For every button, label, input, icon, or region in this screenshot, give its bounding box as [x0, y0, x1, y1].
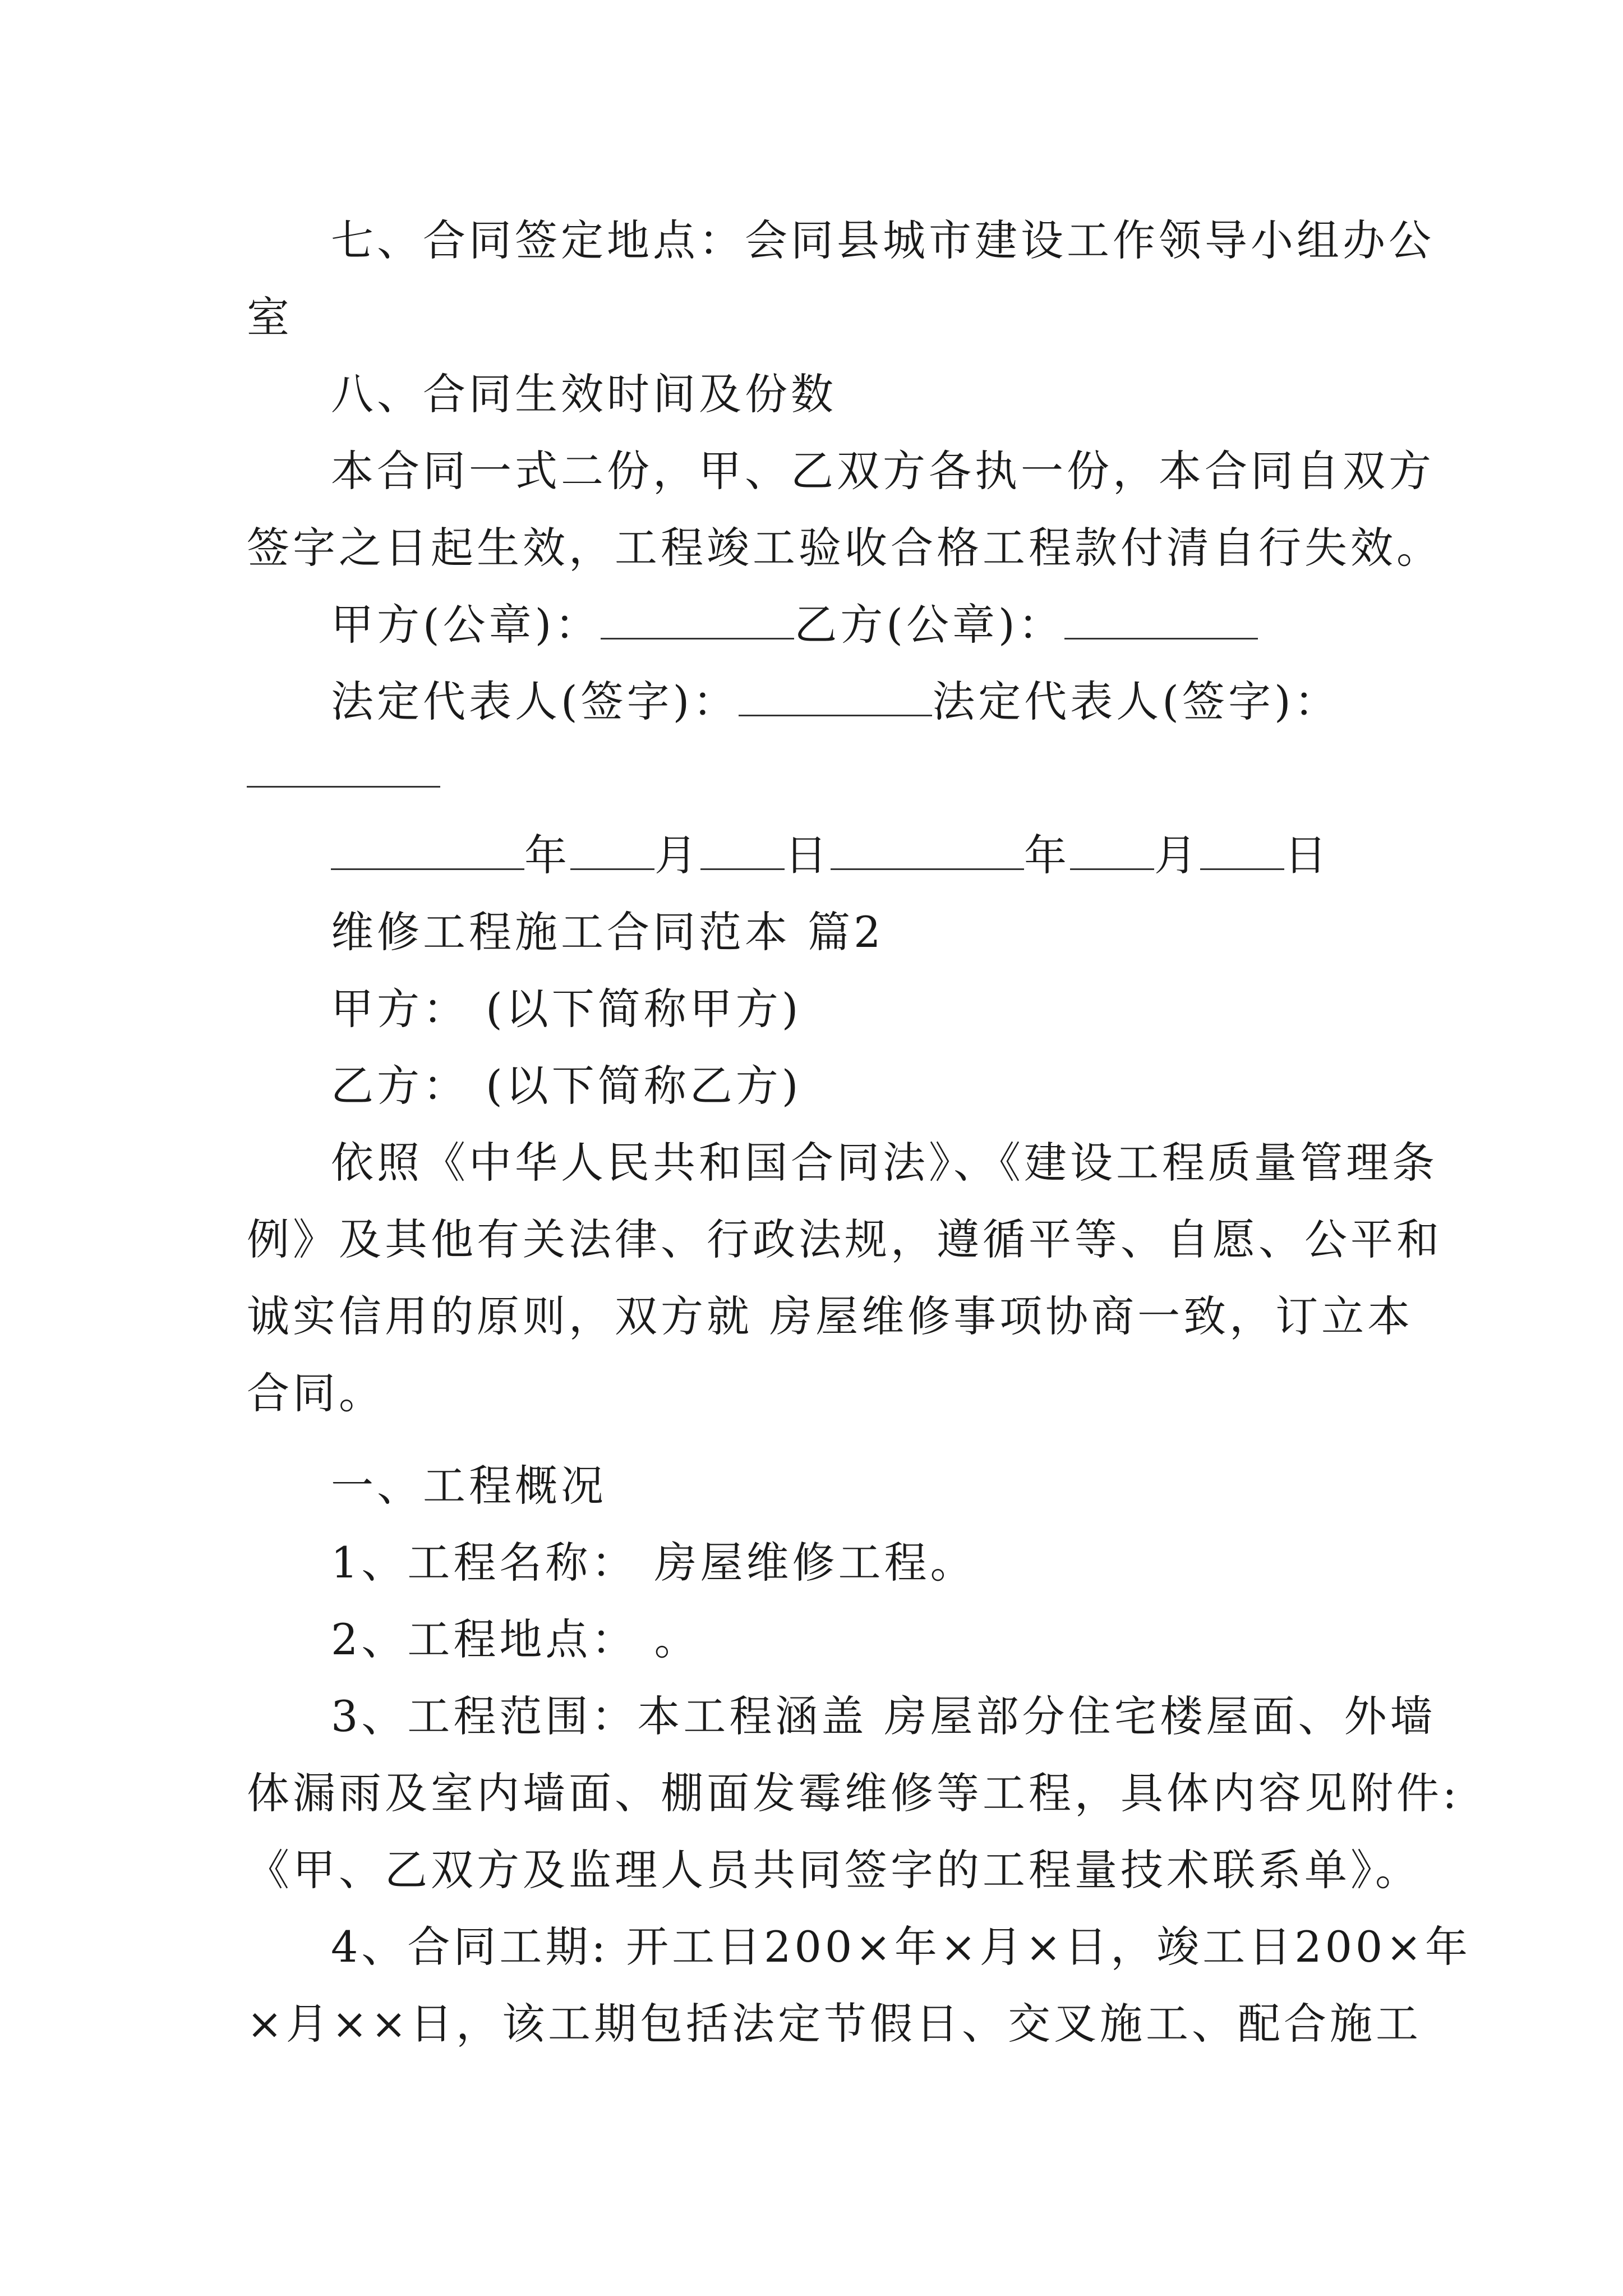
party-b-rep-label: 法定代表人(签字)： [932, 677, 1340, 726]
item-duration-line-1: 4、合同工期: 开工日200×年×月×日，竣工日200×年 [331, 1922, 1471, 1972]
date-a-year-blank [331, 834, 524, 870]
item-project-name: 1、工程名称： 房屋维修工程。 [331, 1538, 976, 1588]
date-b-day-label: 日 [1284, 830, 1330, 880]
party-a-rep-blank [739, 680, 932, 716]
date-b-year-label: 年 [1024, 830, 1070, 880]
clause-7-line-1: 七、合同签定地点：会同县城市建设工作领导小组办公 [331, 215, 1435, 265]
party-b-seal-label: 乙方(公章)： [794, 600, 1064, 650]
party-a-line: 甲方： (以下简称甲方) [331, 984, 802, 1034]
preamble-line-1: 依照《中华人民共和国合同法》、《建设工程质量管理条 [331, 1138, 1438, 1188]
representative-line [247, 663, 1396, 740]
party-a-seal-blank [601, 603, 794, 639]
party-b-seal-blank [1064, 603, 1258, 639]
date-a-month-blank [570, 834, 654, 870]
party-b-rep-blank-row [247, 751, 1396, 817]
date-b-month-label: 月 [1154, 830, 1200, 880]
section-2-title: 维修工程施工合同范本 篇2 [331, 907, 884, 957]
heading-project-overview: 一、工程概况 [331, 1461, 607, 1511]
document-page [247, 202, 1471, 2062]
date-a-month-label: 月 [654, 830, 700, 880]
party-a-rep-label: 法定代表人(签字)： [331, 677, 739, 726]
clause-8-line-2: 签字之日起生效，工程竣工验收合格工程款付清自行失效。 [247, 523, 1442, 573]
seal-line [247, 586, 1396, 663]
date-b-year-blank [831, 834, 1024, 870]
date-a-day-label: 日 [785, 830, 831, 880]
party-b-rep-blank [247, 751, 440, 788]
clause-7-line-2: 室 [247, 292, 293, 342]
preamble-line-4: 合同。 [247, 1368, 385, 1418]
item-scope-line-3: 《甲、乙双方及监理人员共同签字的工程量技术联系单》。 [247, 1845, 1421, 1895]
party-a-seal-label: 甲方(公章)： [331, 600, 601, 650]
party-b-line: 乙方： (以下简称乙方) [331, 1061, 802, 1111]
date-a-year-label: 年 [524, 830, 570, 880]
date-line [247, 817, 1396, 894]
preamble-line-3: 诚实信用的原则，双方就 房屋维修事项协商一致，订立本 [247, 1291, 1414, 1341]
item-duration-line-2: ×月××日，该工期包括法定节假日、交叉施工、配合施工 [247, 1999, 1422, 2049]
date-b-day-blank [1200, 834, 1284, 870]
clause-8-line-1: 本合同一式二份，甲、乙双方各执一份，本合同自双方 [331, 446, 1435, 496]
item-scope-line-1: 3、工程范围：本工程涵盖 房屋部分住宅楼屋面、外墙 [331, 1691, 1436, 1741]
spacer [247, 1432, 1396, 1447]
preamble-line-2: 例》及其他有关法律、行政法规，遵循平等、自愿、公平和 [247, 1214, 1442, 1264]
date-a-day-blank [700, 834, 785, 870]
item-scope-line-2: 体漏雨及室内墙面、棚面发霉维修等工程，具体内容见附件: [247, 1768, 1460, 1818]
item-project-location: 2、工程地点： 。 [331, 1614, 700, 1664]
date-b-month-blank [1070, 834, 1154, 870]
clause-8-heading: 八、合同生效时间及份数 [331, 369, 837, 419]
